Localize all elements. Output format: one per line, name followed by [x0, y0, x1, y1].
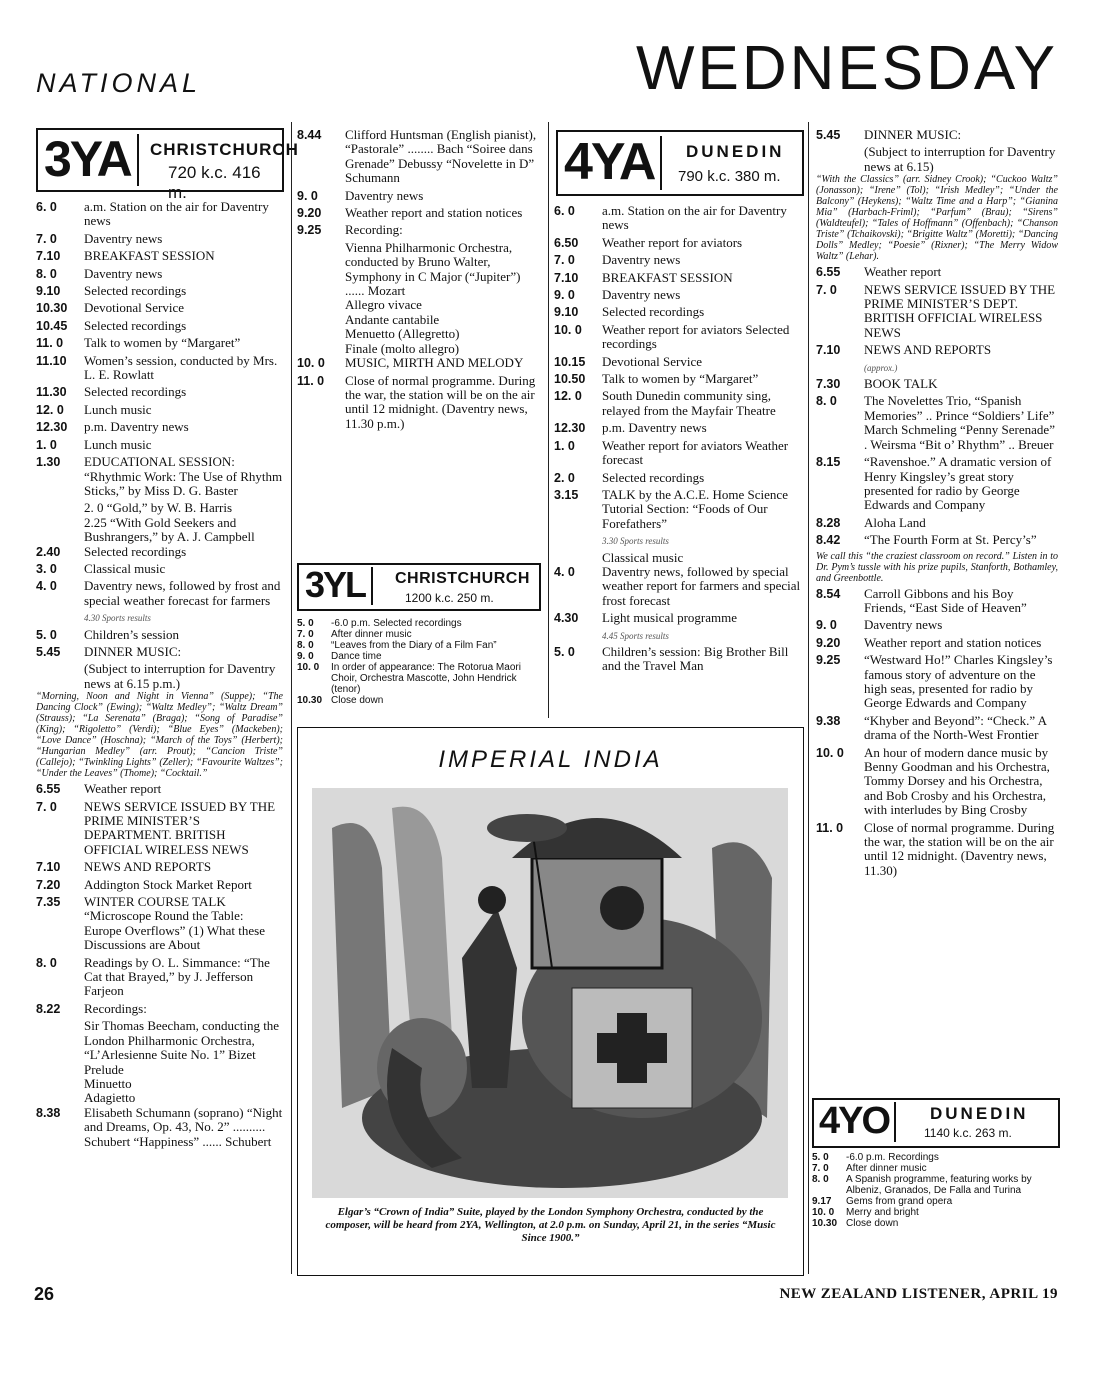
programme-time: 9. 0 — [297, 188, 318, 203]
programme-title: Selected recordings — [84, 543, 187, 559]
programme-title: p.m. Daventry news — [84, 419, 189, 435]
programme-time: 6. 0 — [36, 200, 57, 214]
programme-time: 8.38 — [36, 1105, 61, 1120]
programme-time: 7. 0 — [812, 1163, 829, 1174]
programme-title: -6.0 p.m. Selected recordings — [331, 618, 462, 629]
recording-detail: Minuetto — [84, 1075, 132, 1091]
programme-detail: 2.25 “With Gold Seekers and Bushrangers,” by A. J. Campbell — [84, 514, 255, 545]
station-frequency: 720 k.c. 416 m. — [168, 163, 261, 202]
programme-title: Light musical programme — [602, 610, 738, 626]
programme-row — [554, 355, 802, 369]
programme-title: “The Fourth Form at St. Percy’s” — [864, 532, 1037, 548]
programme-time: 8. 0 — [297, 640, 314, 651]
programme-row — [36, 249, 283, 263]
programme-row — [554, 288, 802, 302]
programme-row — [554, 421, 802, 435]
programme-title: “Ravenshoe.” A dramatic version of Henry Kingsley’s great story presented for radio by George Edwards and Company — [864, 454, 1052, 513]
programme-title: In order of appearance: The Rotorua Maori Choir, Orchestra Mascotte, John Hendrick (tenor) — [331, 662, 521, 695]
station-call-sign: 3YL — [305, 567, 373, 605]
programme-title: Lunch music — [84, 436, 152, 452]
station-box-3ya — [36, 128, 299, 202]
programme-row — [36, 956, 283, 999]
programme-title: Gems from grand opera — [846, 1196, 953, 1207]
programme-time: 8. 0 — [812, 1174, 829, 1185]
programme-row — [812, 1218, 1058, 1229]
column-3ya — [36, 200, 283, 1152]
programme-time: 5. 0 — [36, 627, 57, 642]
programme-row — [36, 385, 283, 399]
programme-title: a.m. Station on the air for Daventry news — [602, 203, 787, 233]
station-call-sign: 4YA — [564, 136, 662, 190]
programme-row — [36, 354, 283, 383]
programme-row — [297, 695, 542, 706]
programme-time: 12.30 — [554, 421, 586, 436]
feature-caption: Elgar’s “Crown of India” Suite, played by the London Symphony Orchestra, conducted by the composer, will be heard from 2YA, Wellington, at 2.0 p.m. on Sunday, April 21, in the series “Music Since 1900.” — [325, 1206, 776, 1244]
programme-row — [812, 1152, 1058, 1163]
programme-title: A Spanish programme, featuring works by Albeniz, Granados, De Falla and Turina — [846, 1174, 1032, 1196]
programme-time: 7. 0 — [554, 253, 575, 268]
programme-time: 10. 0 — [297, 356, 325, 371]
programme-time: 5.45 — [816, 128, 841, 142]
programme-title: Close of normal programme. During the war, the station will be on the air until 12 midnight. (Daventry news, 11.30) — [864, 819, 1055, 878]
programme-row — [36, 878, 283, 892]
programme-row — [36, 800, 283, 858]
programme-title: South Dunedin community sing, relayed from the Mayfair Theatre — [602, 388, 776, 418]
programme-row — [297, 128, 542, 186]
publication-footer: NEW ZEALAND LISTENER, APRIL 19 — [779, 1286, 1058, 1302]
programme-row — [554, 389, 802, 418]
sports-results: 4.45 Sports results — [602, 630, 669, 641]
programme-time: 11. 0 — [297, 373, 325, 388]
programme-title: Close down — [846, 1218, 899, 1229]
programme-title: Recording: — [345, 222, 403, 238]
programme-row — [816, 377, 1058, 391]
programme-time: 7.10 — [36, 860, 61, 875]
programme-title: Daventry news — [864, 617, 943, 633]
programme-time: 9.17 — [812, 1196, 832, 1207]
programme-row — [816, 746, 1058, 818]
programme-title: Close down — [331, 695, 384, 706]
programme-title: -6.0 p.m. Recordings — [846, 1152, 939, 1163]
recording-detail: Andante cantabile — [345, 311, 440, 327]
programme-row — [297, 651, 542, 662]
column-4yo — [812, 1152, 1058, 1229]
programme-title: Children’s session — [84, 626, 179, 642]
station-frequency: 1140 k.c. 263 m. — [924, 1126, 1012, 1140]
programme-time: 9.10 — [36, 284, 61, 299]
station-call-sign: 3YA — [44, 134, 139, 186]
programme-time: 10. 0 — [816, 745, 844, 760]
programme-title: Readings by O. L. Simmance: “The Cat that Brayed,” by J. Jefferson Farjeon — [84, 954, 270, 999]
programme-row — [554, 471, 802, 485]
programme-row — [554, 488, 802, 531]
programme-row — [554, 253, 802, 267]
programme-time: 10. 0 — [812, 1207, 835, 1218]
dinner-note: (Subject to interruption for Daventry news at 6.15) — [864, 144, 1056, 174]
programme-time: 11.10 — [36, 353, 67, 368]
programme-time: 9.25 — [297, 223, 322, 238]
programme-title: Weather report for aviators Weather forecast — [602, 437, 789, 468]
programme-row — [297, 629, 542, 640]
programme-row — [816, 587, 1058, 616]
programme-row — [816, 265, 1058, 279]
recording-detail: Prelude — [84, 1061, 124, 1077]
programme-time: 1. 0 — [554, 438, 575, 453]
programme-row — [36, 284, 283, 298]
programme-row — [36, 267, 283, 281]
programme-row — [297, 189, 542, 203]
recording-detail: Sir Thomas Beecham, conducting the London Philharmonic Orchestra, — [84, 1018, 280, 1048]
programme-title: Classical music — [84, 560, 166, 576]
station-frequency: 1200 k.c. 250 m. — [405, 591, 494, 605]
programme-time: 8. 0 — [36, 266, 57, 281]
programme-title: Daventry news — [602, 252, 681, 268]
programme-title: After dinner music — [846, 1163, 927, 1174]
programme-time: 8.28 — [816, 515, 841, 530]
programme-time: 9. 0 — [816, 618, 837, 633]
programme-row — [554, 305, 802, 319]
programme-title: Daventry news, followed by special weather report for farmers and special frost forecast — [602, 563, 801, 608]
programme-title: p.m. Daventry news — [602, 420, 707, 436]
programme-title: “Leaves from the Diary of a Film Fan” — [331, 640, 497, 651]
programme-row — [297, 662, 542, 695]
programme-time: 4. 0 — [36, 579, 57, 594]
programme-row — [554, 611, 802, 625]
programme-time: 6. 0 — [554, 204, 575, 218]
programme-row — [816, 128, 1058, 142]
programme-time: 6.50 — [554, 235, 579, 250]
sports-results: 3.30 Sports results — [602, 536, 669, 547]
programme-title: Selected recordings — [84, 317, 187, 333]
recording-detail: Allegro vivace — [345, 297, 422, 313]
programme-title: Talk to women by “Margaret” — [602, 371, 759, 387]
programme-time: 1. 0 — [36, 437, 57, 452]
programme-title: NEWS AND REPORTS — [864, 342, 992, 358]
programme-time: 9. 0 — [297, 651, 314, 662]
programme-row — [36, 645, 283, 659]
recording-detail: Symphony in C Major (“Jupiter”) ...... Mozart — [345, 268, 521, 299]
programme-title: MUSIC, MIRTH AND MELODY — [345, 355, 524, 371]
programme-row — [297, 640, 542, 651]
programme-time: 5. 0 — [812, 1152, 829, 1163]
programme-title: Selected recordings — [84, 283, 187, 299]
programme-time: 3. 0 — [36, 561, 57, 576]
programme-row — [297, 374, 542, 432]
programme-row — [816, 516, 1058, 530]
programme-time: 7. 0 — [816, 282, 837, 297]
programme-row — [36, 455, 283, 498]
programme-title: Talk to women by “Margaret” — [84, 335, 241, 351]
programme-detail: Classical music — [602, 549, 684, 565]
programme-row — [36, 301, 283, 315]
station-city: DUNEDIN — [930, 1104, 1029, 1123]
programme-row — [36, 319, 283, 333]
programme-title: Weather report for aviators Selected recordings — [602, 321, 790, 352]
programme-row — [36, 1106, 283, 1149]
programme-time: 8. 0 — [36, 955, 57, 970]
programme-row — [36, 628, 283, 642]
programme-time: 6.55 — [816, 265, 841, 280]
programme-title: NEWS SERVICE ISSUED BY THE PRIME MINISTER’S DEPARTMENT. BRITISH OFFICIAL WIRELESS NEWS — [84, 798, 276, 857]
programme-title: WINTER COURSE TALK “Microscope Round the Table: Europe Overflows” (1) What these Discussions are About — [84, 894, 265, 953]
programme-time: 8. 0 — [816, 394, 837, 409]
programme-title: Daventry news — [345, 187, 424, 203]
column-4ya — [554, 204, 802, 677]
programme-title: Women’s session, conducted by Mrs. L. E. Rowlatt — [84, 352, 278, 383]
column-4ya-continued — [816, 128, 1058, 881]
programme-time: 8.22 — [36, 1001, 61, 1016]
programme-time: 10.30 — [812, 1218, 838, 1229]
programme-time: 7.10 — [36, 249, 61, 264]
programme-title: An hour of modern dance music by Benny Goodman and his Orchestra, Tommy Dorsey and his Orchestra, and Bob Crosby and his Orchestra, with interludes by Bing Crosby — [864, 744, 1050, 818]
recording-detail: Adagietto — [84, 1090, 136, 1106]
column-rule — [548, 122, 549, 718]
programme-row — [816, 821, 1058, 879]
programme-time: 5. 0 — [554, 644, 575, 659]
programme-row — [812, 1207, 1058, 1218]
programme-time: 10.50 — [554, 372, 586, 387]
programme-time: 8.44 — [297, 128, 322, 142]
programme-time: 10.30 — [36, 301, 68, 316]
programme-row — [36, 545, 283, 559]
programme-row — [297, 356, 542, 370]
programme-title: Aloha Land — [864, 514, 926, 530]
programme-title: Clifford Huntsman (English pianist), “Pastorale” ........ Bach “Soiree dans Grenade” Debussy “Novelette in D” Schumann — [345, 127, 537, 186]
programme-time: 3.15 — [554, 487, 579, 502]
programme-time: 9.38 — [816, 713, 841, 728]
programme-time: 9.10 — [554, 305, 579, 320]
programme-row — [554, 271, 802, 285]
programme-time: 5.45 — [36, 644, 61, 659]
programme-row — [36, 200, 283, 229]
programme-time: 9. 0 — [554, 288, 575, 303]
programme-time: 10. 0 — [554, 322, 582, 337]
programme-note: We call this “the craziest classroom on record.” Listen in to Dr. Pym’s tussle with his prize pupils, Stanforth, Bothamley, and Greenbottle. — [816, 550, 1058, 584]
programme-time: 7.30 — [816, 377, 841, 392]
programme-title: NEWS AND REPORTS — [84, 859, 212, 875]
programme-row — [36, 895, 283, 953]
programme-time: 7. 0 — [36, 799, 57, 814]
column-3ya-continued — [297, 128, 542, 434]
column-3yl — [297, 618, 542, 706]
programme-row — [554, 204, 802, 233]
programme-time: 7.35 — [36, 895, 61, 910]
programme-time: 8.54 — [816, 586, 841, 601]
programme-title: Children’s session: Big Brother Bill and the Travel Man — [602, 643, 789, 674]
programme-title: Weather report — [84, 781, 162, 797]
programme-row — [36, 579, 283, 608]
page-number: 26 — [34, 1284, 55, 1304]
programme-time: 11.30 — [36, 385, 67, 400]
programme-title: Daventry news — [84, 230, 163, 246]
programme-detail: 2. 0 “Gold,” by W. B. Harris — [84, 500, 233, 516]
programme-time: 7. 0 — [36, 231, 57, 246]
programme-row — [816, 533, 1058, 547]
programme-time: 7.10 — [554, 270, 579, 285]
programme-title: EDUCATIONAL SESSION: “Rhythmic Work: The Use of Rhythm Sticks,” by Miss D. G. Baster — [84, 454, 283, 498]
programme-row — [812, 1174, 1058, 1196]
dinner-music-list: “Morning, Noon and Night in Vienna” (Suppe); “The Dancing Clock” (Ewing); “Waltz Medley”; “Waltz Dream” (Strauss); “La Serenata” (Braga); “Song of Paradise” (King); “Rigoletto” (Verdi); “Blue Eyes” (Mackeben); “Love Dance” (Hoschna); “March of the Toys” (Herbert); “Hungarian Medley” (arr. Prout); “Cancion Triste” (Callejo); “Twinkling Lights” (Zeller); “Favourite Waltzes”; “Under the Leaves” (Thome); “Cocktail.” — [36, 691, 283, 780]
programme-row — [36, 232, 283, 246]
programme-row — [554, 565, 802, 608]
programme-time: 10.45 — [36, 318, 68, 333]
programme-row — [36, 562, 283, 576]
programme-title: After dinner music — [331, 629, 412, 640]
programme-time: 11. 0 — [816, 820, 844, 835]
programme-title: Weather report and station notices — [345, 205, 523, 221]
programme-title: DINNER MUSIC: — [864, 127, 962, 142]
station-city: CHRISTCHURCH — [395, 570, 530, 587]
programme-row — [297, 618, 542, 629]
dinner-music-list: “With the Classics” (arr. Sidney Crook); “Cuckoo Waltz” (Jonasson); “Irene” (Tol); “Irish Medley”; “Under the Balcony” (Heykens); “Waltz Time and a Harp”; “Gianina Mia” (Harbach-Friml); “Parfum” (Brau); “Sirens” (Waldteufel); “Tales of Hoffmann” (Offenbach); “Chanson Triste” (Tchaikovski); “Brigitte Waltz” (Moretti); “Dancing Dolls” Medley; “Poesie” (Rixner); “The Merry Widow Waltz” (Lehar). — [816, 174, 1058, 263]
recording-detail: Vienna Philharmonic Orchestra, conducted by Bruno Walter, — [345, 239, 513, 270]
programme-row — [297, 206, 542, 220]
recording-detail: Menuetto (Allegretto) — [345, 326, 460, 342]
station-box-4ya — [556, 130, 804, 196]
programme-time: 9.20 — [297, 206, 322, 221]
programme-time: 6.55 — [36, 782, 61, 797]
programme-title: The Novelettes Trio, “Spanish Memories” .. Prince “Soldiers’ Life” March Schmeling “Penny Serenade” . Weirsma “Bit o’ Rhythm” .. Breuer — [864, 393, 1055, 452]
programme-row — [816, 714, 1058, 743]
programme-time: 5. 0 — [297, 618, 314, 629]
station-call-sign: 4YO — [819, 1102, 896, 1142]
programme-time: 8.15 — [816, 455, 841, 470]
programme-time: 7. 0 — [297, 629, 314, 640]
programme-title: Daventry news — [602, 287, 681, 303]
programme-title: BREAKFAST SESSION — [84, 248, 215, 264]
programme-title: Weather report and station notices — [864, 634, 1042, 650]
programme-title: “Westward Ho!” Charles Kingsley’s famous story of adventure on the high seas, presented for radio by George Edwards and Company — [864, 652, 1053, 711]
programme-title: Selected recordings — [602, 469, 705, 485]
programme-row — [554, 439, 802, 468]
programme-title: NEWS SERVICE ISSUED BY THE PRIME MINISTER’S DEPT. BRITISH OFFICIAL WIRELESS NEWS — [864, 281, 1056, 340]
programme-row — [554, 645, 802, 674]
programme-title: Devotional Service — [602, 353, 702, 369]
programme-row — [554, 372, 802, 386]
programme-title: Carroll Gibbons and his Boy Friends, “East Side of Heaven” — [864, 585, 1027, 615]
programme-time: 12. 0 — [554, 389, 582, 404]
programme-row — [554, 323, 802, 352]
station-box-3yl — [297, 563, 541, 611]
programme-time: 1.30 — [36, 455, 61, 470]
programme-row — [36, 1002, 283, 1016]
station-city: DUNEDIN — [686, 142, 785, 161]
programme-title: Recordings: — [84, 1000, 147, 1016]
programme-row — [36, 336, 283, 350]
programme-row — [36, 782, 283, 796]
station-box-4yo — [812, 1098, 1060, 1148]
programme-title: Weather report for aviators — [602, 234, 743, 250]
station-frequency: 790 k.c. 380 m. — [678, 168, 781, 185]
programme-title: Merry and bright — [846, 1207, 919, 1218]
programme-row — [816, 283, 1058, 341]
programme-time: 4.30 — [554, 611, 579, 626]
programme-time: 7.20 — [36, 877, 61, 892]
programme-time: 7.10 — [816, 343, 841, 358]
programme-row — [812, 1196, 1058, 1207]
column-rule — [291, 122, 292, 1274]
programme-title: Devotional Service — [84, 300, 184, 316]
programme-time: 10.15 — [554, 354, 586, 369]
programme-row — [554, 236, 802, 250]
programme-time: 10. 0 — [297, 662, 320, 673]
programme-title: Daventry news — [84, 265, 163, 281]
sports-results: 4.30 Sports results — [84, 613, 151, 624]
programme-title: Close of normal programme. During the war, the station will be on the air until 12 midnight. (Daventry news, 11.30 p.m.) — [345, 372, 536, 431]
feature-box — [297, 727, 804, 1276]
programme-row — [36, 420, 283, 434]
programme-row — [36, 438, 283, 452]
programme-title: Selected recordings — [602, 304, 705, 320]
programme-time: 9.25 — [816, 653, 841, 668]
programme-time: 11. 0 — [36, 336, 64, 351]
programme-title: “Khyber and Beyond”: “Check.” A drama of the North-West Frontier — [864, 712, 1047, 743]
programme-title: Selected recordings — [84, 384, 187, 400]
programme-title: Elisabeth Schumann (soprano) “Night and Dreams, Op. 43, No. 2” .......... Schubert “Happiness” ...... Schubert — [84, 1104, 283, 1149]
programme-time: 2.40 — [36, 544, 61, 559]
recording-detail: Finale (molto allegro) — [345, 340, 460, 356]
programme-title: BREAKFAST SESSION — [602, 269, 733, 285]
approx-note: (approx.) — [864, 362, 898, 373]
programme-title: DINNER MUSIC: — [84, 643, 182, 659]
programme-row — [816, 636, 1058, 650]
programme-title: Daventry news, followed by frost and special weather forecast for farmers — [84, 578, 281, 608]
day-title: WEDNESDAY — [635, 34, 1058, 103]
programme-time: 12.30 — [36, 420, 68, 435]
programme-title: BOOK TALK — [864, 376, 938, 392]
programme-row — [816, 653, 1058, 711]
programme-title: Lunch music — [84, 401, 152, 417]
programme-row — [816, 343, 1058, 357]
elephant-illustration — [312, 788, 788, 1198]
programme-title: Dance time — [331, 651, 382, 662]
programme-time: 12. 0 — [36, 402, 64, 417]
programme-row — [816, 394, 1058, 452]
programme-time: 4. 0 — [554, 564, 575, 579]
programme-row — [297, 223, 542, 237]
programme-title: Weather report — [864, 264, 942, 280]
programme-time: 8.42 — [816, 533, 841, 548]
programme-title: Addington Stock Market Report — [84, 876, 252, 892]
programme-row — [816, 455, 1058, 513]
programme-title: TALK by the A.C.E. Home Science Tutorial Section: “Foods of Our Forefathers” — [602, 486, 788, 531]
recording-detail: “L’Arlesienne Suite No. 1” Bizet — [84, 1047, 256, 1063]
programme-row — [36, 860, 283, 874]
programme-time: 10.30 — [297, 695, 323, 706]
programme-row — [816, 618, 1058, 632]
programme-time: 9.20 — [816, 635, 841, 650]
dinner-note: (Subject to interruption for Daventry news at 6.15 p.m.) — [84, 661, 276, 691]
programme-time: 2. 0 — [554, 470, 575, 485]
programme-title: a.m. Station on the air for Daventry news — [84, 199, 269, 229]
feature-title: IMPERIAL INDIA — [438, 746, 663, 773]
section-label: NATIONAL — [36, 68, 202, 98]
programme-row — [812, 1163, 1058, 1174]
station-city: CHRISTCHURCH — [150, 140, 299, 159]
programme-row — [36, 403, 283, 417]
column-rule — [808, 122, 809, 1274]
